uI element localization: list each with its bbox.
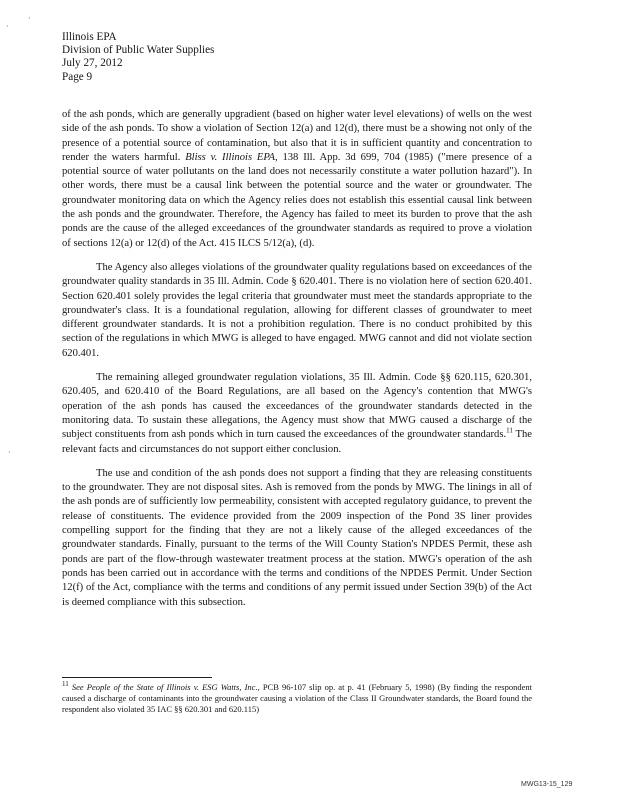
header-agency: Illinois EPA bbox=[62, 31, 117, 43]
footnote-text: , PCB 96-107 slip op. at p. 41 (February 5, 1998) (By finding the respondent caused a discharge of contaminants into the groundwater causing a violation of the Class II Groundwater standards, the Board found the respondent also violated 35 IAC §§ 620.301 and 620.115) bbox=[62, 682, 532, 714]
paragraph-3: The remaining alleged groundwater regulation violations, 35 Ill. Admin. Code §§ 620.115, 620.301, 620.405, and 620.410 of the Board Regulations, are all based on the Agency's contention that MWG's operation of the ash ponds has caused the exceedances of the groundwater standards detected in the monitoring data. To sustain these allegations, the Agency must show that MWG caused a discharge of the subject constituents from ash ponds which in turn caused the exceedances of the groundwater standards.$^{11}$ The relevant facts and circumstances do not support either conclusion. bbox=[62, 372, 532, 455]
paragraph-1: of the ash ponds, which are generally upgradient (based on higher water level elevations) of wells on the west side of the ash ponds. To show a violation of Section 12(a) and 12(d), there must be a showing not only of the presence of a potential source of contamination, but also that it is in sufficient quantity and concentration to render the waters harmful. Bliss v. Illinois EPA, 138 Ill. App. 3d 699, 704 (1985) ("mere presence of a potential source of water pollutants on the land does not necessarily constitute a water pollution hazard"). In other words, there must be a causal link between the potential source and the water or groundwater. The groundwater monitoring data on which the Agency relies does not establish this essential causal link between the ash ponds and the groundwater. Therefore, the Agency has failed to meet its burden to prove that the ash ponds are the cause of the alleged exceedances of the groundwater standards as required to prove a violation of sections 12(a) or 12(d) of the Act. 415 ILCS 5/12(a), (d). bbox=[62, 109, 533, 249]
letter-body bbox=[62, 108, 532, 610]
scan-mark: · bbox=[28, 14, 31, 23]
letter-header bbox=[62, 31, 214, 84]
footnote-case: See People of the State of Illinois v. ESG Watts, Inc. bbox=[71, 682, 258, 692]
scan-mark: · bbox=[8, 448, 11, 457]
paragraph-2: The Agency also alleges violations of the groundwater quality regulations based on exceedances of the groundwater quality standards in 35 Ill. Admin. Code § 620.401. There is no violation here of section 620.401. Section 620.401 solely provides the legal criteria that groundwater must meet the standards appropriate to the groundwater's class. It is a foundational regulation, allowing for different classes of groundwater to meet different groundwater standards. It is not a prohibition regulation. There is no conduct prohibited by this section of the regulations in which MWG is alleged to have engaged. MWG cannot and did not violate section 620.401. bbox=[62, 261, 532, 359]
footnote-number: 11 bbox=[62, 680, 69, 689]
bates-stamp: MWG13-15_129 bbox=[521, 781, 573, 788]
footnote-divider bbox=[62, 677, 212, 678]
footnote-ref: 11 bbox=[506, 426, 513, 435]
header-page: Page 9 bbox=[62, 70, 93, 83]
footnote bbox=[62, 682, 532, 715]
paragraph-4: The use and condition of the ash ponds does not support a finding that they are releasing constituents to the groundwater. They are not disposal sites. Ash is removed from the ponds by MWG. The linings in all of the ash ponds are of sufficiently low permeability, consistent with accepted regulatory guidance, to prevent the release of constituents. The evidence provided from the 2009 inspection of the Pond 3S liner provides compelling support for the finding that they are not a likely cause of the alleged exceedances of the groundwater standards. Finally, pursuant to the terms of the Will County Station's NPDES Permit, these ash ponds are part of the flow-through wastewater treatment process at the station. MWG's operation of the ash ponds has been carried out in accordance with the terms and conditions of the NPDES Permit. Under Section 12(f) of the Act, compliance with the terms and conditions of any permit issued under Section 39(b) of the Act is deemed compliance with this subsection. bbox=[62, 467, 532, 608]
header-date: July 27, 2012 bbox=[62, 57, 123, 70]
scan-mark: · bbox=[6, 22, 9, 31]
header-division: Division of Public Water Supplies bbox=[62, 44, 215, 57]
case-citation: Bliss v. Illinois EPA bbox=[185, 151, 275, 163]
